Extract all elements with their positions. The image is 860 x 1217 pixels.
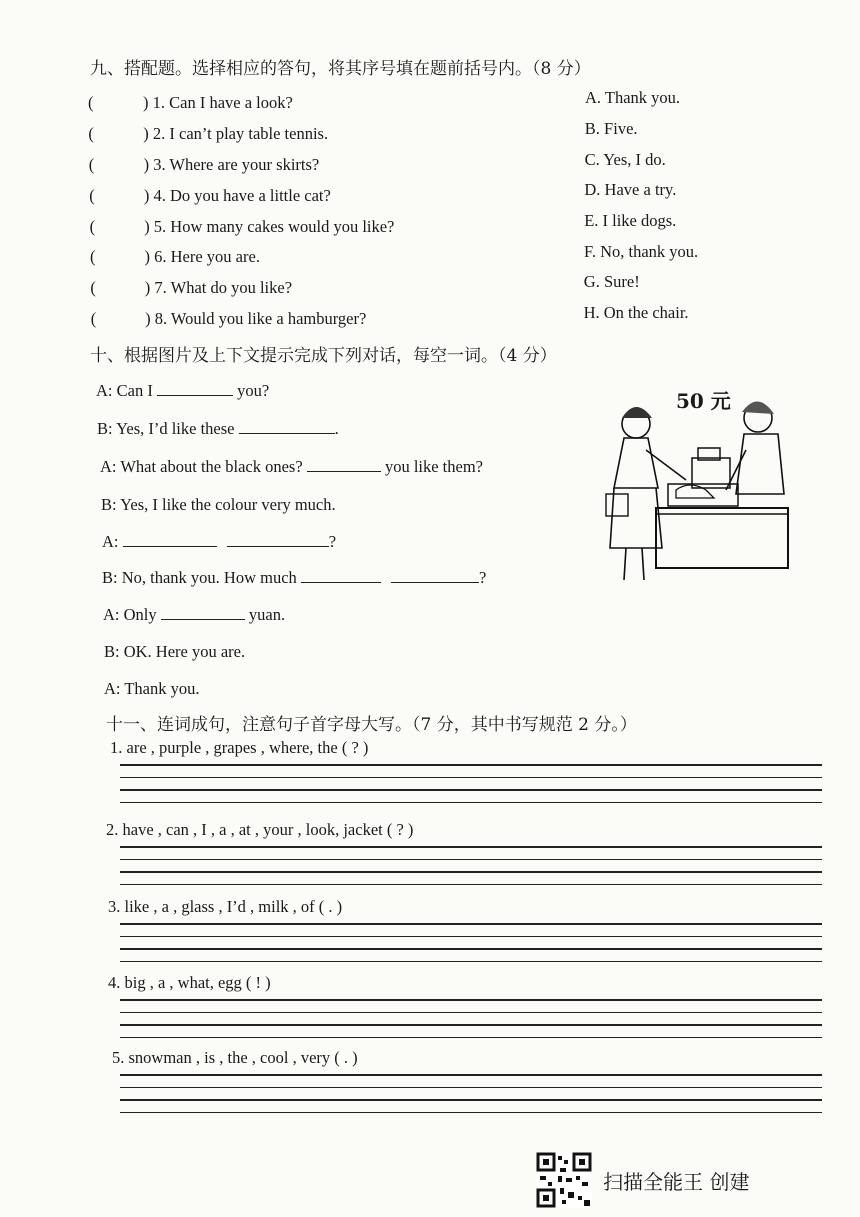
section11-title: 十一、连词成句，注意句子首字母大写。（7 分，其中书写规范 2 分。） — [106, 715, 637, 735]
watermark-text: 扫描全能王 创建 — [603, 1169, 750, 1194]
sentence-item-2: 2. have , can , I , a , at , your , look, jacket ( ? ) — [106, 820, 414, 839]
matching-answer-c: C. Yes, I do. — [584, 150, 666, 169]
matching-answer-g: G. Sure! — [583, 272, 640, 291]
dialog-text: A: — [102, 532, 119, 551]
matching-question-7[interactable]: ) 7. What do you like? — [144, 278, 293, 297]
answer-paren-open: ( — [88, 155, 95, 174]
price-tag: 50 元 — [676, 389, 731, 413]
qr-code-icon — [536, 1152, 592, 1208]
dialog-text: yuan. — [248, 605, 286, 624]
dialog-line-4 — [101, 495, 336, 515]
dialog-text: ? — [479, 568, 487, 587]
answer-blank[interactable] — [391, 568, 479, 583]
writing-lines-4[interactable] — [120, 999, 822, 1049]
dialog-text: B: No, thank you. How much — [102, 568, 297, 587]
dialog-text: B: Yes, I like the colour very much. — [101, 495, 336, 514]
matching-answer-a: A. Thank you. — [585, 88, 681, 107]
answer-blank[interactable] — [157, 381, 233, 396]
writing-lines-3[interactable] — [120, 923, 822, 973]
answer-blank[interactable] — [123, 532, 217, 547]
dialog-line-1 — [96, 381, 269, 401]
writing-lines-1[interactable] — [120, 764, 822, 814]
answer-blank[interactable] — [161, 605, 245, 620]
answer-paren-open: ( — [89, 186, 95, 205]
dialog-line-7 — [103, 605, 285, 625]
sentence-item-5: 5. snowman , is , the , cool , very ( . ) — [112, 1048, 358, 1067]
writing-lines-5[interactable] — [120, 1074, 822, 1124]
matching-answer-h: H. On the chair. — [583, 303, 689, 322]
dialog-line-2 — [97, 419, 339, 439]
matching-question-8[interactable]: ) 8. Would you like a hamburger? — [145, 309, 367, 328]
writing-lines-2[interactable] — [120, 846, 822, 896]
dialog-line-8 — [104, 642, 245, 662]
answer-blank[interactable] — [227, 532, 329, 547]
shop-illustration — [600, 380, 800, 590]
answer-paren-open: ( — [88, 124, 94, 143]
answer-blank[interactable] — [301, 568, 381, 583]
dialog-text: A: What about the black ones? — [100, 457, 303, 476]
dialog-text: B: OK. Here you are. — [104, 642, 246, 661]
dialog-text: ? — [328, 532, 337, 551]
sentence-item-4: 4. big , a , what, egg ( ! ) — [108, 973, 271, 992]
dialog-text: A: Only — [103, 605, 157, 624]
dialog-line-9 — [104, 679, 199, 699]
sentence-item-1: 1. are , purple , grapes , where, the ( ? ) — [110, 738, 369, 757]
answer-paren-open: ( — [89, 217, 96, 236]
answer-paren-open: ( — [90, 309, 97, 328]
matching-question-5[interactable]: ) 5. How many cakes would you like? — [144, 217, 395, 236]
scanner-watermark — [536, 1152, 749, 1208]
dialog-line-5 — [102, 532, 336, 552]
answer-blank[interactable] — [239, 419, 335, 434]
matching-answer-f: F. No, thank you. — [584, 242, 699, 261]
matching-question-4[interactable]: ) 4. Do you have a little cat? — [143, 186, 331, 205]
matching-answer-b: B. Five. — [584, 119, 638, 138]
dialog-text: you like them? — [384, 457, 483, 476]
matching-question-2[interactable]: ) 2. I can’t play table tennis. — [143, 124, 329, 143]
answer-paren-open: ( — [88, 93, 94, 112]
answer-paren-open: ( — [90, 278, 96, 297]
matching-question-1[interactable]: ) 1. Can I have a look? — [143, 93, 293, 112]
dialog-text: A: Can I — [96, 381, 153, 400]
dialog-text: . — [334, 419, 339, 438]
dialog-text: A: Thank you. — [104, 679, 200, 698]
section9-title: 九、搭配题。选择相应的答句，将其序号填在题前括号内。（8 分） — [90, 59, 591, 79]
section10-title: 十、根据图片及上下文提示完成下列对话，每空一词。（4 分） — [90, 346, 557, 366]
sentence-item-3: 3. like , a , glass , I’d , milk , of ( . ) — [108, 897, 343, 916]
matching-question-6[interactable]: ) 6. Here you are. — [144, 247, 260, 266]
matching-question-3[interactable]: ) 3. Where are your skirts? — [143, 155, 320, 174]
dialog-text: B: Yes, I’d like these — [97, 419, 235, 438]
dialog-line-6 — [102, 568, 486, 588]
matching-answer-e: E. I like dogs. — [584, 211, 677, 230]
dialog-line-3 — [100, 457, 483, 477]
answer-paren-open: ( — [90, 247, 96, 266]
dialog-text: you? — [237, 381, 270, 400]
answer-blank[interactable] — [307, 457, 381, 472]
matching-answer-d: D. Have a try. — [584, 180, 677, 199]
